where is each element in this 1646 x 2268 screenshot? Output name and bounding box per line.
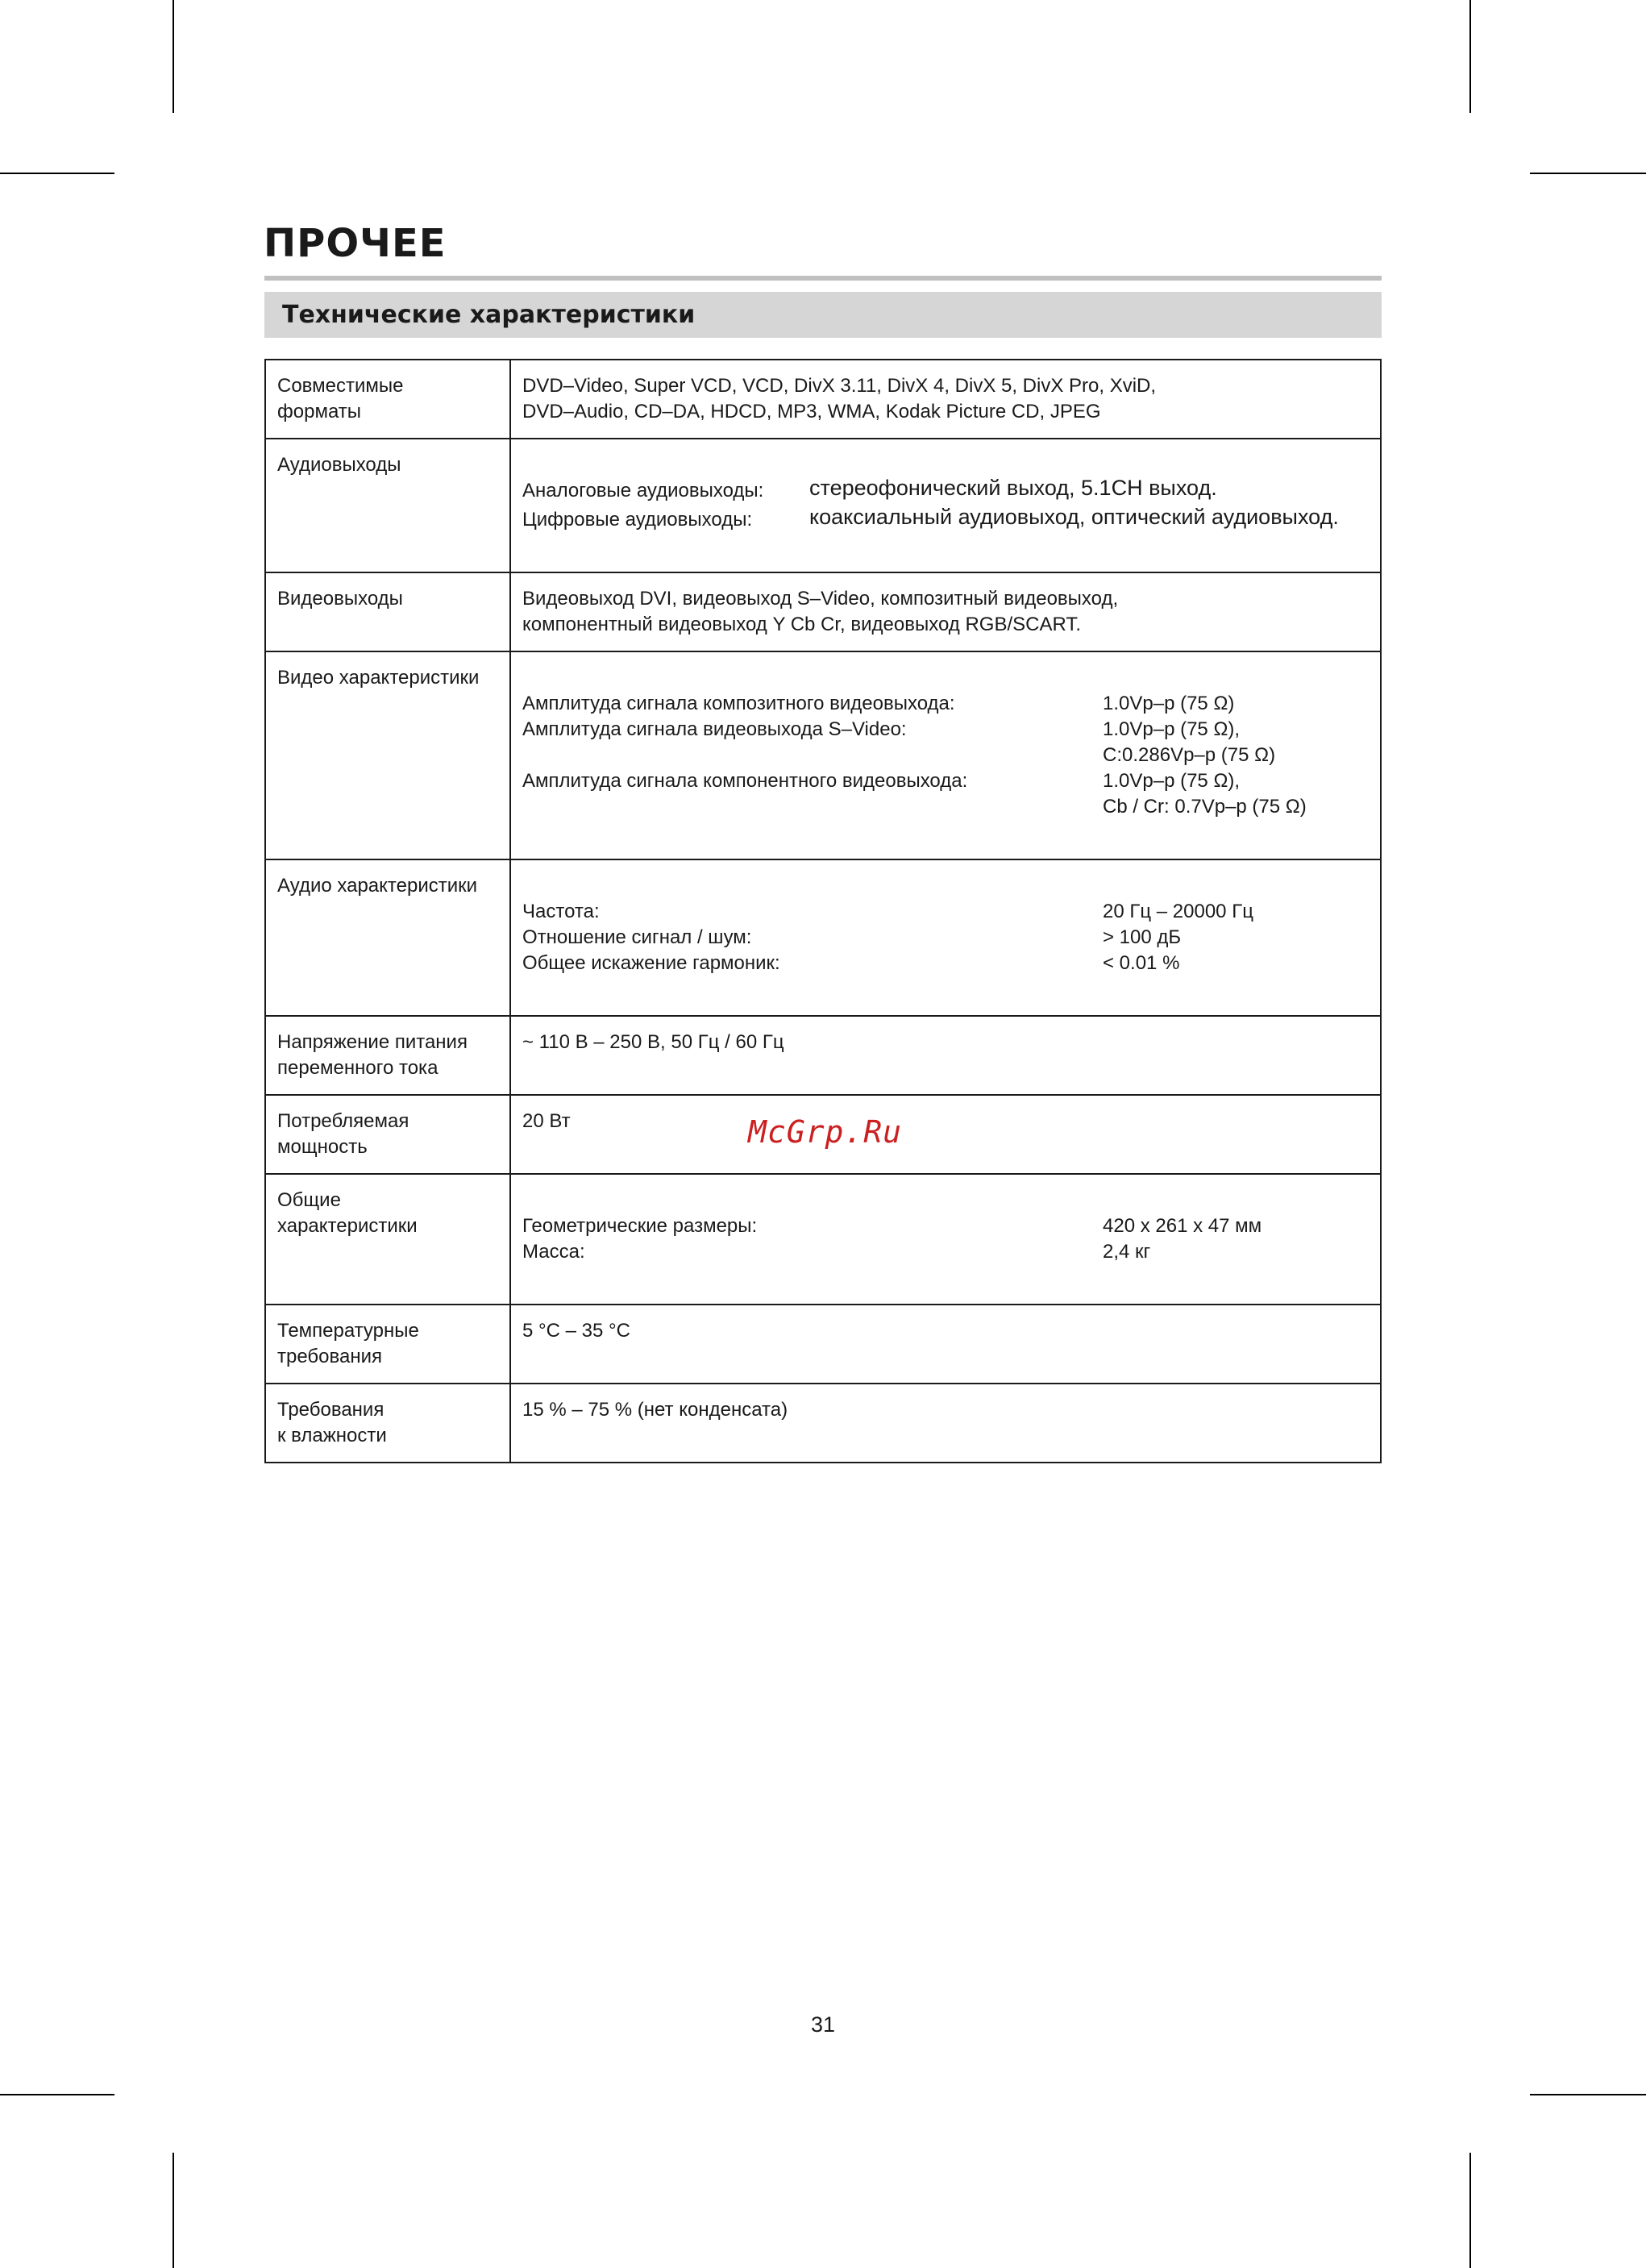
spec-label: Требования к влажности (265, 1384, 510, 1463)
table-row (265, 651, 1381, 859)
spec-value: Видеовыход DVI, видеовыход S–Video, композитный видеовыход, компонентный видеовыход Y Cb Cr, видеовыход RGB/SCART. (510, 572, 1381, 651)
spec-label: Видео характеристики (265, 651, 510, 859)
thd-label: Общее искажение гармоник: (522, 952, 780, 974)
digital-audio-value: коаксиальный аудиовыход, оптический аудиовыход. (809, 505, 1339, 529)
crop-mark (0, 2094, 114, 2095)
watermark: McGrp.Ru (748, 1114, 903, 1150)
composite-value: 1.0Vp–p (75 Ω) (1103, 693, 1235, 714)
spec-value: 15 % – 75 % (нет конденсата) (510, 1384, 1381, 1463)
crop-mark (1469, 0, 1471, 113)
spec-value (510, 439, 1381, 572)
page-title: ПРОЧЕЕ (264, 221, 447, 266)
thd-value: < 0.01 % (1103, 952, 1180, 974)
spec-label: Общие характеристики (265, 1174, 510, 1305)
svideo-value: 1.0Vp–p (75 Ω), C:0.286Vp–p (75 Ω) (1103, 718, 1276, 766)
crop-mark (1530, 173, 1646, 174)
spec-value (510, 1174, 1381, 1305)
table-row (265, 439, 1381, 572)
dimensions-value: 420 x 261 x 47 мм (1103, 1215, 1262, 1237)
table-row (265, 360, 1381, 439)
spec-label: Потребляемая мощность (265, 1095, 510, 1174)
table-row (265, 1174, 1381, 1305)
component-label: Амплитуда сигнала компонентного видеовыхода: (522, 770, 968, 792)
dimensions-label: Геометрические размеры: (522, 1215, 758, 1237)
spec-label: Напряжение питания переменного тока (265, 1016, 510, 1095)
table-row (265, 859, 1381, 1016)
crop-mark (1469, 2153, 1471, 2268)
crop-mark (172, 2153, 174, 2268)
section-title: Технические характеристики (282, 301, 696, 329)
specs-table (264, 359, 1382, 1463)
crop-mark (172, 0, 174, 113)
snr-label: Отношение сигнал / шум: (522, 926, 752, 948)
table-row (265, 1305, 1381, 1384)
mass-value: 2,4 кг (1103, 1241, 1151, 1263)
svideo-label: Амплитуда сигнала видеовыхода S–Video: (522, 718, 907, 740)
frequency-label: Частота: (522, 901, 600, 922)
analog-audio-label: Аналоговые аудиовыходы: (522, 480, 764, 501)
frequency-value: 20 Гц – 20000 Гц (1103, 901, 1253, 922)
table-row (265, 1016, 1381, 1095)
component-value: 1.0Vp–p (75 Ω), Cb / Cr: 0.7Vp–p (75 Ω) (1103, 770, 1307, 818)
spec-value: DVD–Video, Super VCD, VCD, DivX 3.11, DivX 4, DivX 5, DivX Pro, XviD, DVD–Audio, CD–DA, HDCD, MP3, WMA, Kodak Picture CD, JPEG (510, 360, 1381, 439)
page-number: 31 (810, 2012, 836, 2037)
section-header (264, 292, 1382, 338)
title-rule (264, 276, 1382, 281)
spec-label: Совместимые форматы (265, 360, 510, 439)
spec-value (510, 651, 1381, 859)
spec-label: Видеовыходы (265, 572, 510, 651)
spec-label: Аудио характеристики (265, 859, 510, 1016)
composite-label: Амплитуда сигнала композитного видеовыхода: (522, 693, 955, 714)
crop-mark (1530, 2094, 1646, 2095)
table-row (265, 572, 1381, 651)
spec-value (510, 859, 1381, 1016)
spec-value: 5 °C – 35 °C (510, 1305, 1381, 1384)
spec-label: Температурные требования (265, 1305, 510, 1384)
mass-label: Масса: (522, 1241, 585, 1263)
analog-audio-value: стереофонический выход, 5.1CH выход. (809, 476, 1217, 500)
snr-value: > 100 дБ (1103, 926, 1182, 948)
spec-value: 20 Вт (510, 1095, 1381, 1174)
crop-mark (0, 173, 114, 174)
spec-label: Аудиовыходы (265, 439, 510, 572)
digital-audio-label: Цифровые аудиовыходы: (522, 509, 753, 531)
table-row (265, 1384, 1381, 1463)
spec-value: ~ 110 В – 250 В, 50 Гц / 60 Гц (510, 1016, 1381, 1095)
